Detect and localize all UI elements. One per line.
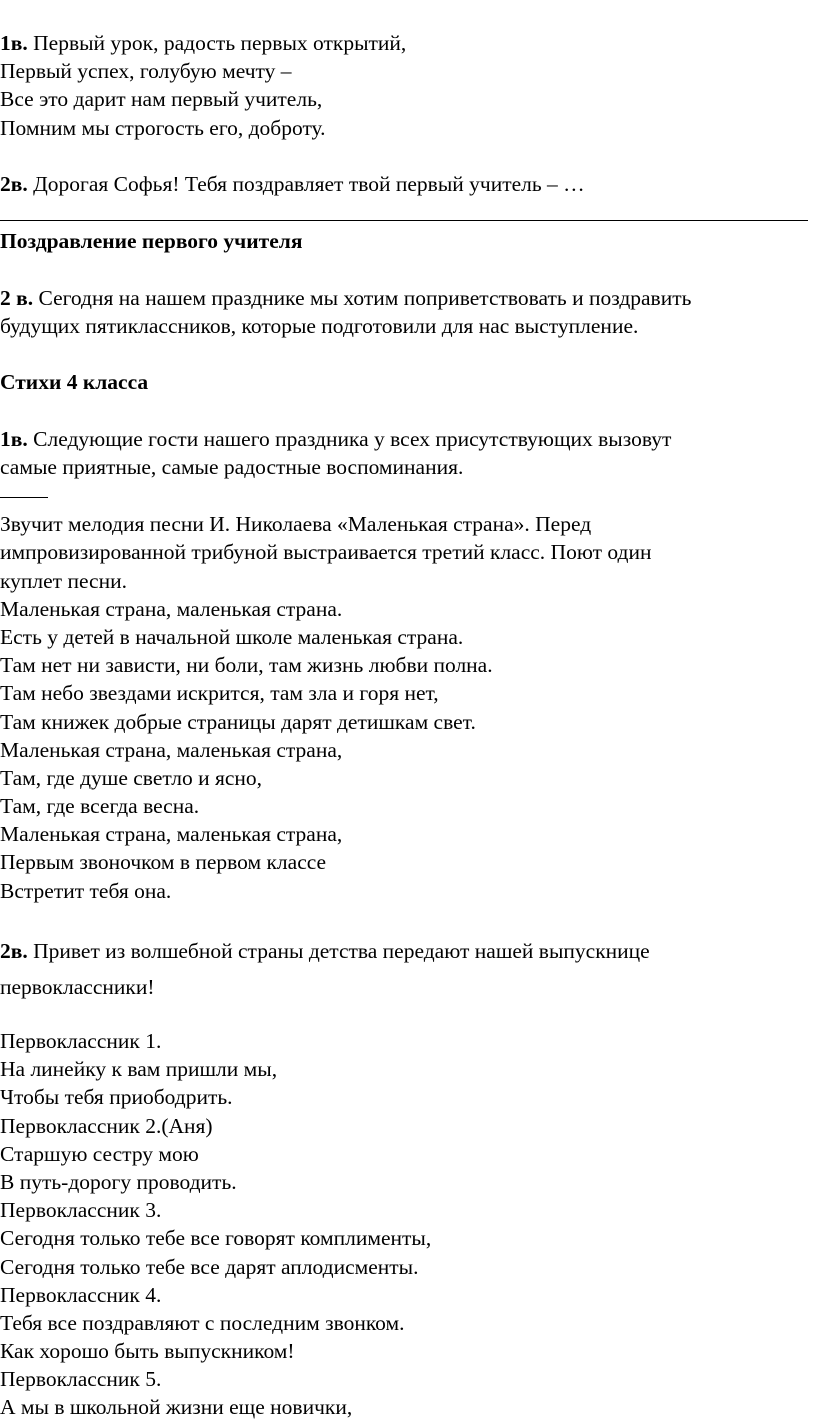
song-intro-line: Звучит мелодия песни И. Николаева «Маленькая страна». Перед [0, 512, 592, 537]
lyric-line: Есть у детей в начальной школе маленькая страна. [0, 624, 464, 649]
speaker-label: 1в. [0, 426, 28, 451]
speaker-label: 2 в. [0, 285, 34, 310]
guests-paragraph: 1в. Следующие гости нашего праздника у всех присутствующих вызовут самые приятные, самые радостные воспоминания. [0, 426, 672, 479]
lyric-line: Маленькая страна, маленькая страна, [0, 822, 343, 847]
verse-line: Тебя все поздравляют с последним звонком. [0, 1310, 405, 1335]
verse-line: Первоклассник 3. [0, 1198, 162, 1223]
section-heading-poems: Стихи 4 класса [0, 370, 149, 395]
verse-line: Первый успех, голубую мечту – [0, 59, 292, 84]
verse-line: 1в. Первый урок, радость первых открытий, [0, 31, 407, 55]
first-graders-verses [0, 1027, 808, 1422]
song-block [0, 510, 808, 905]
lyric-line: Там, где душе светло и ясно, [0, 765, 263, 790]
speaker-label: 1в. [0, 31, 28, 55]
verse-line: На линейку к вам пришли мы, [0, 1057, 278, 1082]
verse-line: Как хорошо быть выпускником! [0, 1339, 295, 1364]
section-divider [0, 220, 808, 221]
verse-line: Первоклассник 1. [0, 1029, 162, 1053]
verse-line: Сегодня только тебе все говорят комплименты, [0, 1226, 432, 1251]
verse-line: Первоклассник 4. [0, 1282, 162, 1307]
intro-verse [0, 29, 808, 142]
short-divider [0, 497, 48, 498]
verse-line: Сегодня только тебе все дарят аплодисменты. [0, 1254, 419, 1279]
teacher-announcement: 2в. Дорогая Софья! Тебя поздравляет твой первый учитель – … [0, 171, 585, 196]
lyric-line: Первым звоночком в первом классе [0, 850, 327, 875]
lyric-line: Там нет ни зависти, ни боли, там жизнь любви полна. [0, 653, 493, 678]
verse-line: Чтобы тебя приободрить. [0, 1085, 233, 1110]
speaker-label: 2в. [0, 171, 28, 196]
verse-line: Первоклассник 2.(Аня) [0, 1113, 213, 1138]
verse-line: В путь-дорогу проводить. [0, 1169, 237, 1194]
greeting-paragraph: 2 в. Сегодня на нашем празднике мы хотим поприветствовать и поздравить будущих пятиклассников, которые подготовили для нас выступление. [0, 285, 692, 338]
lyric-line: Встретит тебя она. [0, 878, 172, 903]
lyric-line: Маленькая страна, маленькая страна. [0, 596, 343, 621]
song-intro-line: куплет песни. [0, 568, 127, 593]
lyric-line: Там книжек добрые страницы дарят детишкам свет. [0, 709, 476, 734]
verse-line: Старшую сестру мою [0, 1141, 199, 1166]
first-graders-intro: 2в. Привет из волшебной страны детства передают нашей выпускнице первоклассники! [0, 939, 650, 999]
verse-line: Первоклассник 5. [0, 1367, 162, 1392]
verse-line: Помним мы строгость его, доброту. [0, 115, 326, 140]
section-heading-teacher: Поздравление первого учителя [0, 229, 303, 254]
song-intro-line: импровизированной трибуной выстраивается третий класс. Поют один [0, 540, 652, 565]
lyric-line: Там, где всегда весна. [0, 794, 200, 819]
lyric-line: Маленькая страна, маленькая страна, [0, 737, 343, 762]
verse-line: Все это дарит нам первый учитель, [0, 87, 323, 112]
lyric-line: Там небо звездами искрится, там зла и горя нет, [0, 681, 439, 706]
verse-line: А мы в школьной жизни еще новички, [0, 1395, 353, 1420]
speaker-label: 2в. [0, 939, 28, 963]
document-page [0, 29, 808, 1422]
